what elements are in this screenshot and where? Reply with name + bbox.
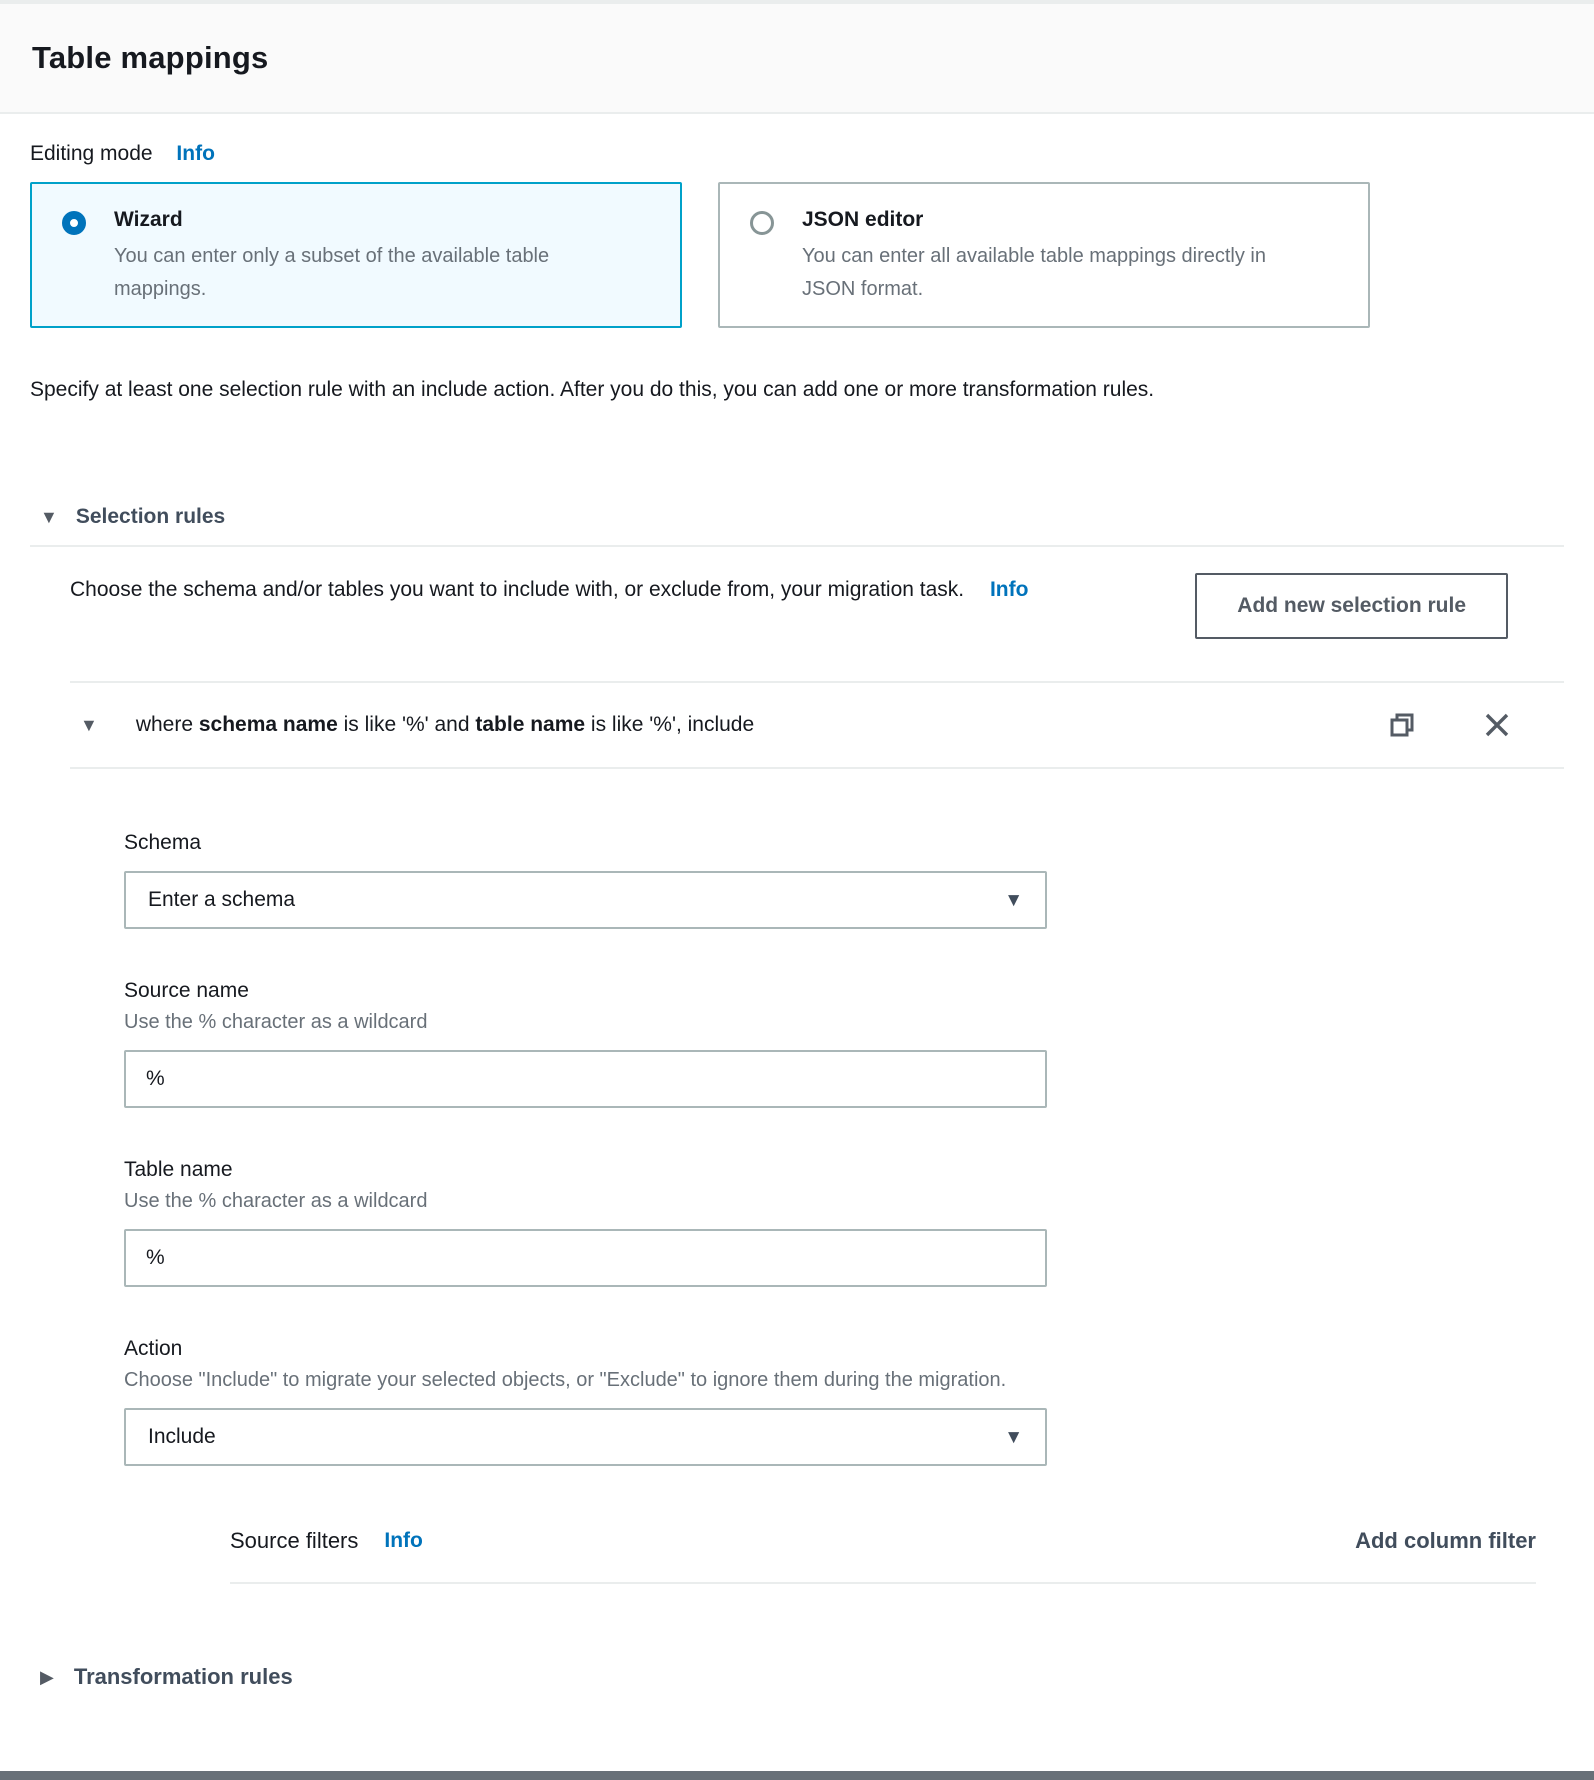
chevron-down-icon: ▼ [1004,1426,1023,1448]
selection-rule-summary-row [80,683,1512,767]
duplicate-rule-button[interactable] [1386,709,1418,741]
editing-mode-info-link[interactable]: Info [176,142,215,165]
tile-wizard-description: You can enter only a subset of the available table mappings. [114,245,550,300]
rule-summary-middle: is like '%' and [337,713,476,736]
tile-wizard-text [114,208,614,306]
tile-json-editor[interactable] [718,182,1370,328]
remove-rule-button[interactable] [1482,710,1512,740]
source-filters-info-link[interactable]: Info [384,1529,423,1552]
radio-selected-icon[interactable] [62,211,86,235]
source-filters-row [230,1528,1536,1554]
rule-summary-text [136,713,754,737]
selection-rules-header[interactable] [40,505,1564,529]
add-column-filter-button[interactable]: Add column filter [1355,1528,1536,1553]
add-new-selection-rule-button[interactable]: Add new selection rule [1195,573,1508,639]
schema-field-group [124,831,1594,929]
selection-rules-description-row [70,569,1508,665]
page-title: Table mappings [32,40,269,75]
chevron-right-icon[interactable]: ▶ [40,1666,54,1687]
transformation-rules-title: Transformation rules [73,1664,293,1689]
table-name-input[interactable] [124,1229,1047,1287]
selection-rules-info-link[interactable]: Info [989,578,1029,601]
action-select-value: Include [148,1425,216,1448]
action-field-group [124,1337,1594,1466]
source-name-field-group [124,979,1594,1108]
rule-summary-schema-field: schema name [198,713,338,736]
copy-icon [1386,709,1418,741]
selection-rules-description-text: Choose the schema and/or tables you want to include with, or exclude from, your migration task. [70,578,965,601]
tile-json-editor-title: JSON editor [802,208,924,231]
chevron-down-icon[interactable]: ▼ [40,506,58,527]
tile-json-editor-text [802,208,1302,306]
table-name-helper: Use the % character as a wildcard [124,1190,428,1212]
editing-mode-row [30,142,1564,166]
bottom-edge-strip [0,1771,1594,1780]
selection-rules-title: Selection rules [75,505,226,528]
rule-actions [1386,709,1512,741]
source-name-helper: Use the % character as a wildcard [124,1011,428,1033]
radio-unselected-icon[interactable] [750,211,774,235]
editing-mode-label: Editing mode [30,142,153,165]
table-name-label: Table name [124,1158,233,1181]
close-icon [1482,710,1512,740]
transformation-rules-header[interactable] [40,1664,1564,1690]
rule-summary-prefix: where [135,713,199,736]
schema-select-value: Enter a schema [148,888,296,911]
chevron-down-icon: ▼ [1004,889,1023,911]
action-label: Action [124,1337,183,1360]
divider [230,1582,1536,1584]
tile-json-editor-description: You can enter all available table mappings directly in JSON format. [802,245,1266,300]
editing-mode-tiles [30,182,1564,328]
selection-rule-body [124,831,1594,1584]
divider [70,767,1564,769]
intro-text: Specify at least one selection rule with an include action. After you do this, you can add one or more transformation rules. [30,378,1155,401]
schema-select[interactable] [124,871,1047,929]
page-header [0,0,1594,114]
table-name-field-group [124,1158,1594,1287]
chevron-down-icon[interactable]: ▼ [80,714,98,735]
tile-wizard[interactable] [30,182,682,328]
rule-summary-suffix: is like '%', include [585,713,755,736]
source-filters-title: Source filters [230,1528,359,1553]
action-select[interactable] [124,1408,1047,1466]
divider [30,545,1564,547]
source-filters-section [230,1528,1536,1584]
source-name-input[interactable] [124,1050,1047,1108]
source-name-label: Source name [124,979,249,1002]
selection-rules-description [70,569,1090,611]
schema-label: Schema [124,831,202,854]
tile-wizard-title: Wizard [114,208,183,231]
rule-summary-table-field: table name [475,713,586,736]
action-helper: Choose "Include" to migrate your selected objects, or "Exclude" to ignore them during the migration. [124,1369,1007,1391]
